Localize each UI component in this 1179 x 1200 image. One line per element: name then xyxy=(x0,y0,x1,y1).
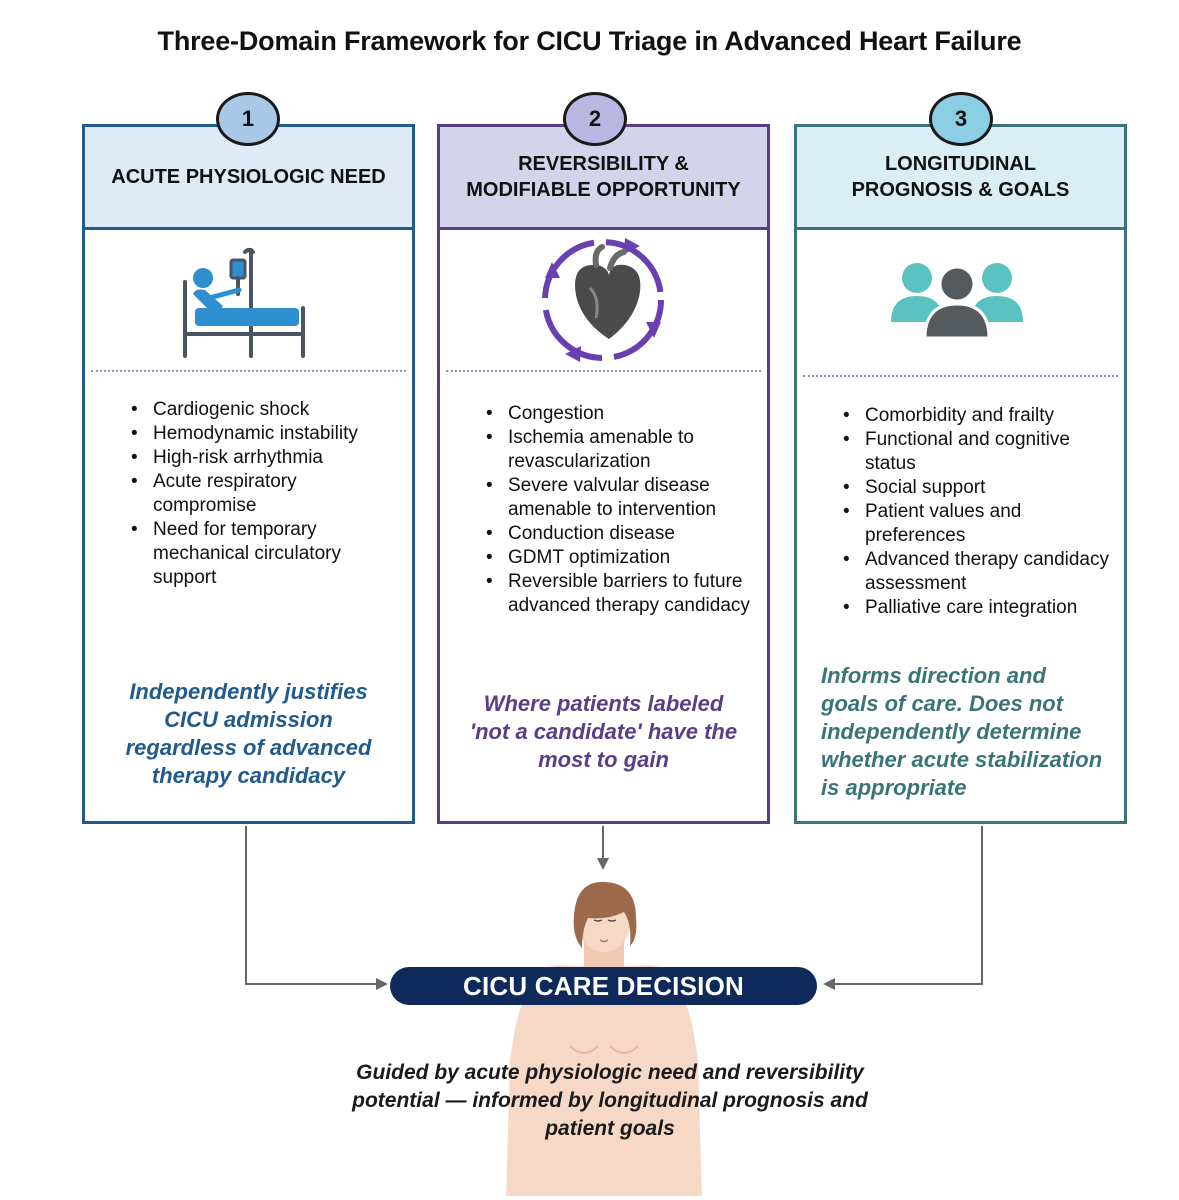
domain-2-panel xyxy=(437,124,770,824)
domain-3-note: Informs direction and goals of care. Does not independently determine whether acute stabilization is appropriate xyxy=(821,663,1103,800)
domain-3-bullet: • Advanced therapy candidacy assessment xyxy=(865,548,1114,596)
domain-2-bullet: • Reversible barriers to future advanced therapy candidacy xyxy=(508,570,757,618)
domain-3-title-line2: PROGNOSIS & GOALS xyxy=(851,179,1070,201)
domain-2-bullet: • Severe valvular disease amenable to intervention xyxy=(508,474,757,522)
domain-3-bullet: • Palliative care integration xyxy=(865,596,1114,620)
domain-2-bullet: • Conduction disease xyxy=(508,522,757,546)
domain-2-bullet: • GDMT optimization xyxy=(508,546,757,570)
domain-1-badge xyxy=(216,92,280,146)
domain-1-bullet: • Acute respiratory compromise xyxy=(153,470,402,518)
patient-figure-icon xyxy=(474,876,734,1196)
domain-3-bullet: • Social support xyxy=(865,476,1114,500)
cicu-care-decision-banner: CICU CARE DECISION xyxy=(390,967,817,1005)
domain-1-bullet: • Need for temporary mechanical circulatory support xyxy=(153,518,402,590)
domain-2-bullet: • Ischemia amenable to revascularization xyxy=(508,426,757,474)
domain-1-bullet: • Hemodynamic instability xyxy=(153,422,402,446)
domain-1-note: Independently justifies CICU admission regardless of advanced therapy candidacy xyxy=(125,679,372,788)
domain-1-panel xyxy=(82,124,415,824)
domain-2-bullet: • Congestion xyxy=(508,402,757,426)
domain-1-bullet: • High-risk arrhythmia xyxy=(153,446,402,470)
domain-2-title-line1: REVERSIBILITY & xyxy=(518,153,689,175)
domain-1-number: 1 xyxy=(241,106,255,131)
domain-3-bullet: • Comorbidity and frailty xyxy=(865,404,1114,428)
domain-1-title: ACUTE PHYSIOLOGIC NEED xyxy=(111,166,386,188)
page-title: Three-Domain Framework for CICU Triage in Advanced Heart Failure xyxy=(157,26,1022,56)
decision-footnote: Guided by acute physiologic need and reversibility potential — informed by longitudinal prognosis and patient goals xyxy=(352,1061,868,1140)
people-group-icon xyxy=(797,230,1124,370)
domain-3-badge xyxy=(929,92,993,146)
domain-2-title-line2: MODIFIABLE OPPORTUNITY xyxy=(466,179,741,201)
domain-3-number: 3 xyxy=(954,106,968,131)
domain-3-bullet: • Functional and cognitive status xyxy=(865,428,1114,476)
domain-3-panel xyxy=(794,124,1127,824)
heart-cycle-icon xyxy=(440,230,767,370)
domain-1-bullet: • Cardiogenic shock xyxy=(153,398,402,422)
domain-3-title-line1: LONGITUDINAL xyxy=(884,153,1037,175)
domain-2-badge xyxy=(563,92,627,146)
domain-3-bullet: • Patient values and preferences xyxy=(865,500,1114,548)
domain-2-number: 2 xyxy=(588,106,602,131)
domain-2-note: Where patients labeled 'not a candidate' have the most to gain xyxy=(469,691,738,772)
hospital-bed-patient-icon xyxy=(85,230,412,370)
